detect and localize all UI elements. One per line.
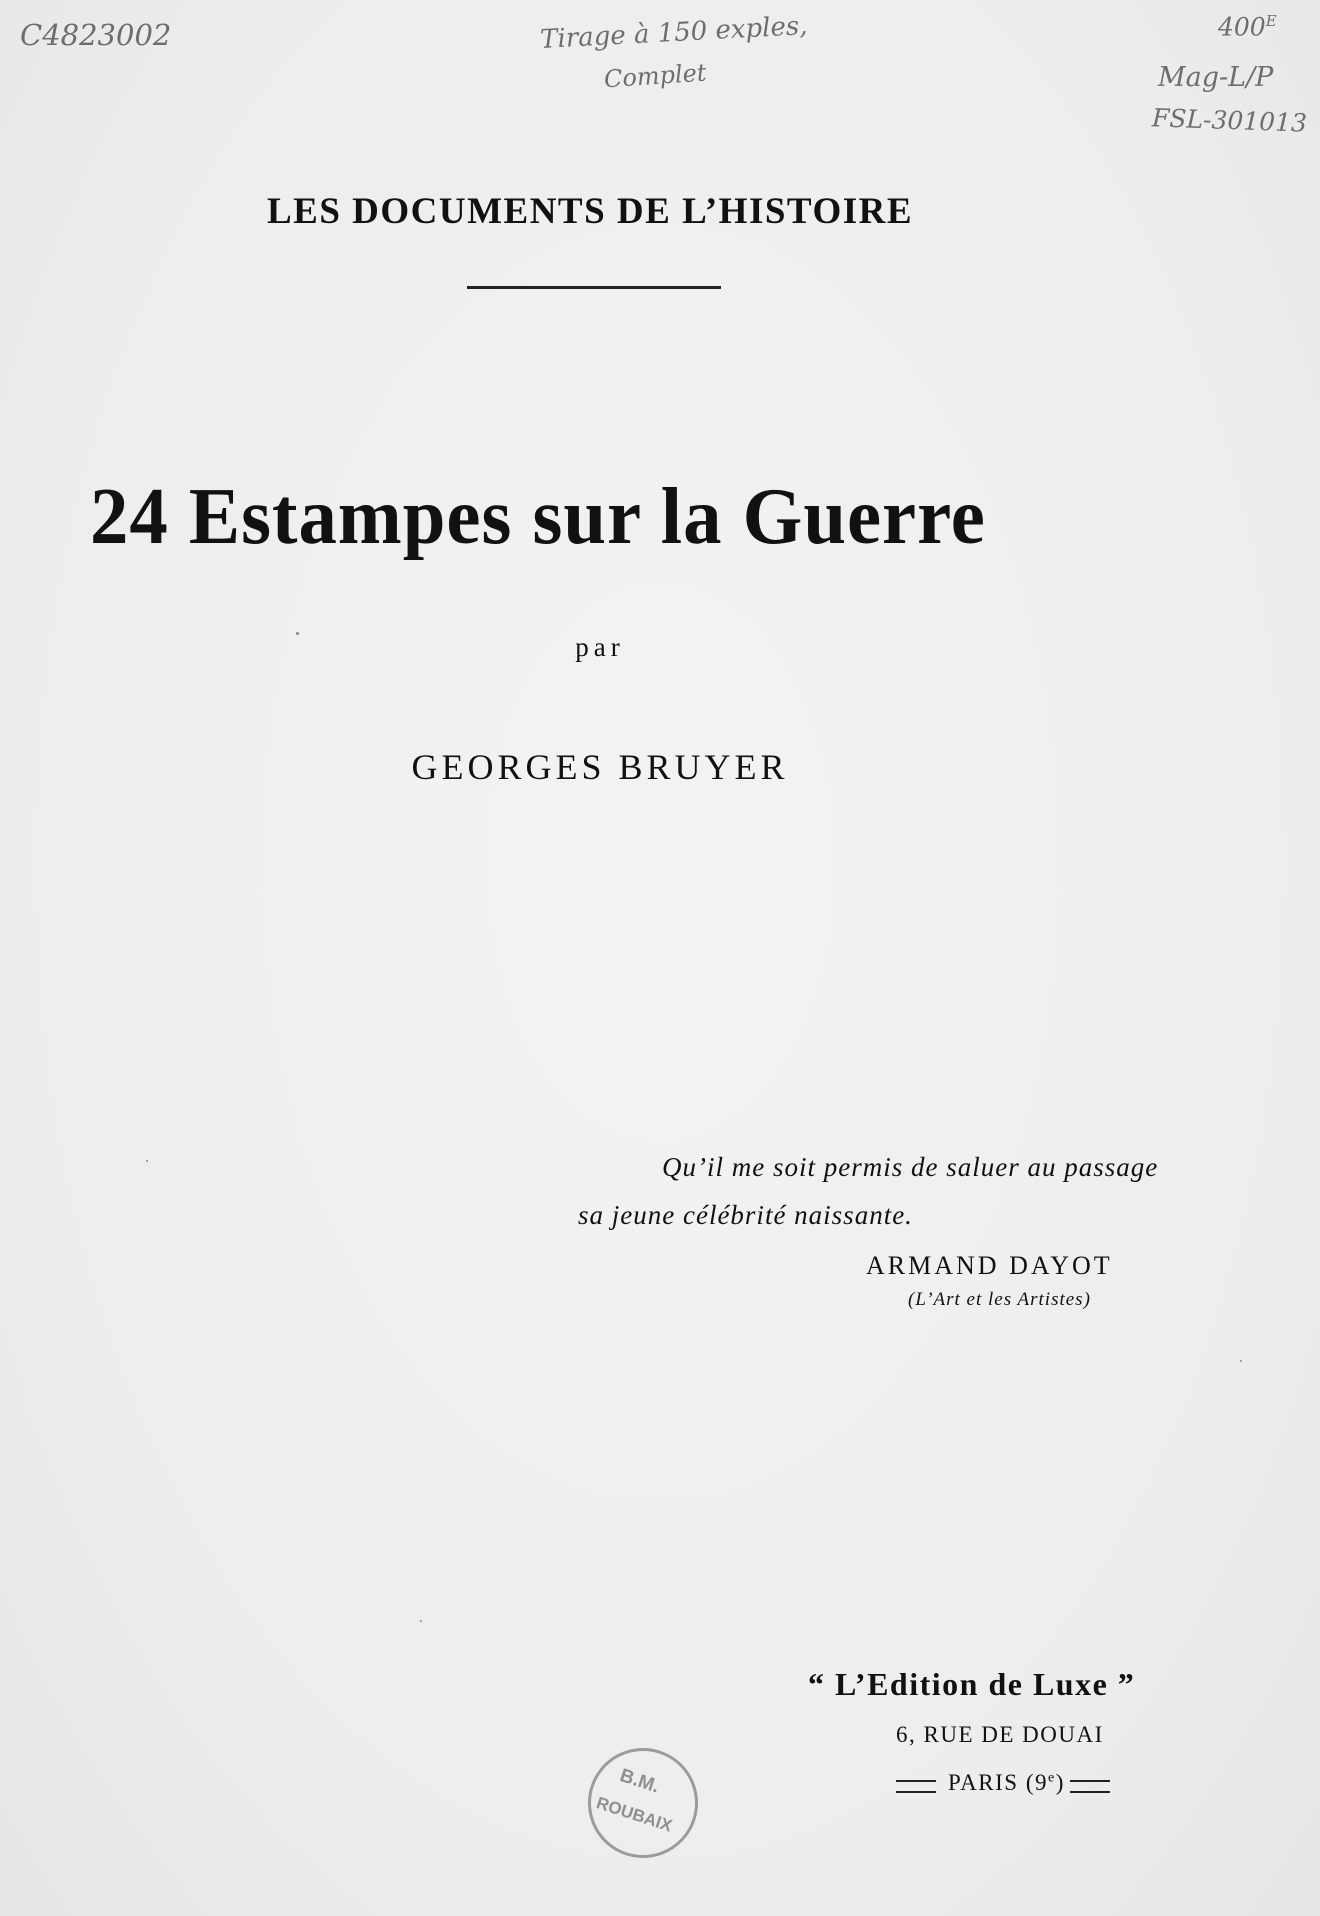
- stamp-line-1: B.M.: [617, 1765, 662, 1798]
- by-label: par: [575, 632, 625, 662]
- epigraph-line-1: Qu’il me soit permis de saluer au passage: [662, 1152, 1159, 1182]
- publisher-address: 6, RUE DE DOUAI: [896, 1722, 1104, 1747]
- price-mark: E: [1265, 12, 1277, 30]
- publisher-city: [948, 1770, 1065, 1796]
- paper-speck: [146, 1160, 148, 1162]
- author-name: GEORGES BRUYER: [411, 747, 789, 787]
- print-run-annotation: Tirage à 150 exples,: [539, 11, 809, 55]
- paper-speck: [296, 632, 299, 635]
- complete-annotation: Complet: [603, 58, 708, 94]
- catalog-number-annotation: C4823002: [20, 18, 172, 52]
- city-close: ): [1055, 1770, 1065, 1795]
- stamp-line-2: ROUBAIX: [594, 1793, 675, 1836]
- paper-speck: [1240, 1360, 1242, 1362]
- city-name: PARIS (9: [948, 1770, 1048, 1795]
- reference-annotation: FSL-301013: [1151, 103, 1308, 138]
- series-title: LES DOCUMENTS DE L’HISTOIRE: [266, 191, 914, 232]
- paper-speck: [420, 1620, 422, 1622]
- epigraph-line-2: sa jeune célébrité naissante.: [578, 1200, 913, 1230]
- main-title: 24 Estampes sur la Guerre: [90, 473, 986, 561]
- library-stamp: [574, 1734, 713, 1873]
- publisher-name: “ L’Edition de Luxe ”: [808, 1666, 1136, 1702]
- epigraph-author: ARMAND DAYOT: [866, 1251, 1113, 1280]
- arrondissement-suffix: e: [1048, 1770, 1056, 1786]
- city-left-ornament: [896, 1780, 936, 1793]
- title-divider: [467, 286, 721, 289]
- price-value: 400: [1218, 12, 1266, 42]
- shelf-annotation: Mag-L/P: [1158, 62, 1274, 93]
- epigraph-source: (L’Art et les Artistes): [908, 1289, 1091, 1310]
- price-annotation: [1218, 12, 1277, 41]
- city-right-ornament: [1070, 1780, 1110, 1793]
